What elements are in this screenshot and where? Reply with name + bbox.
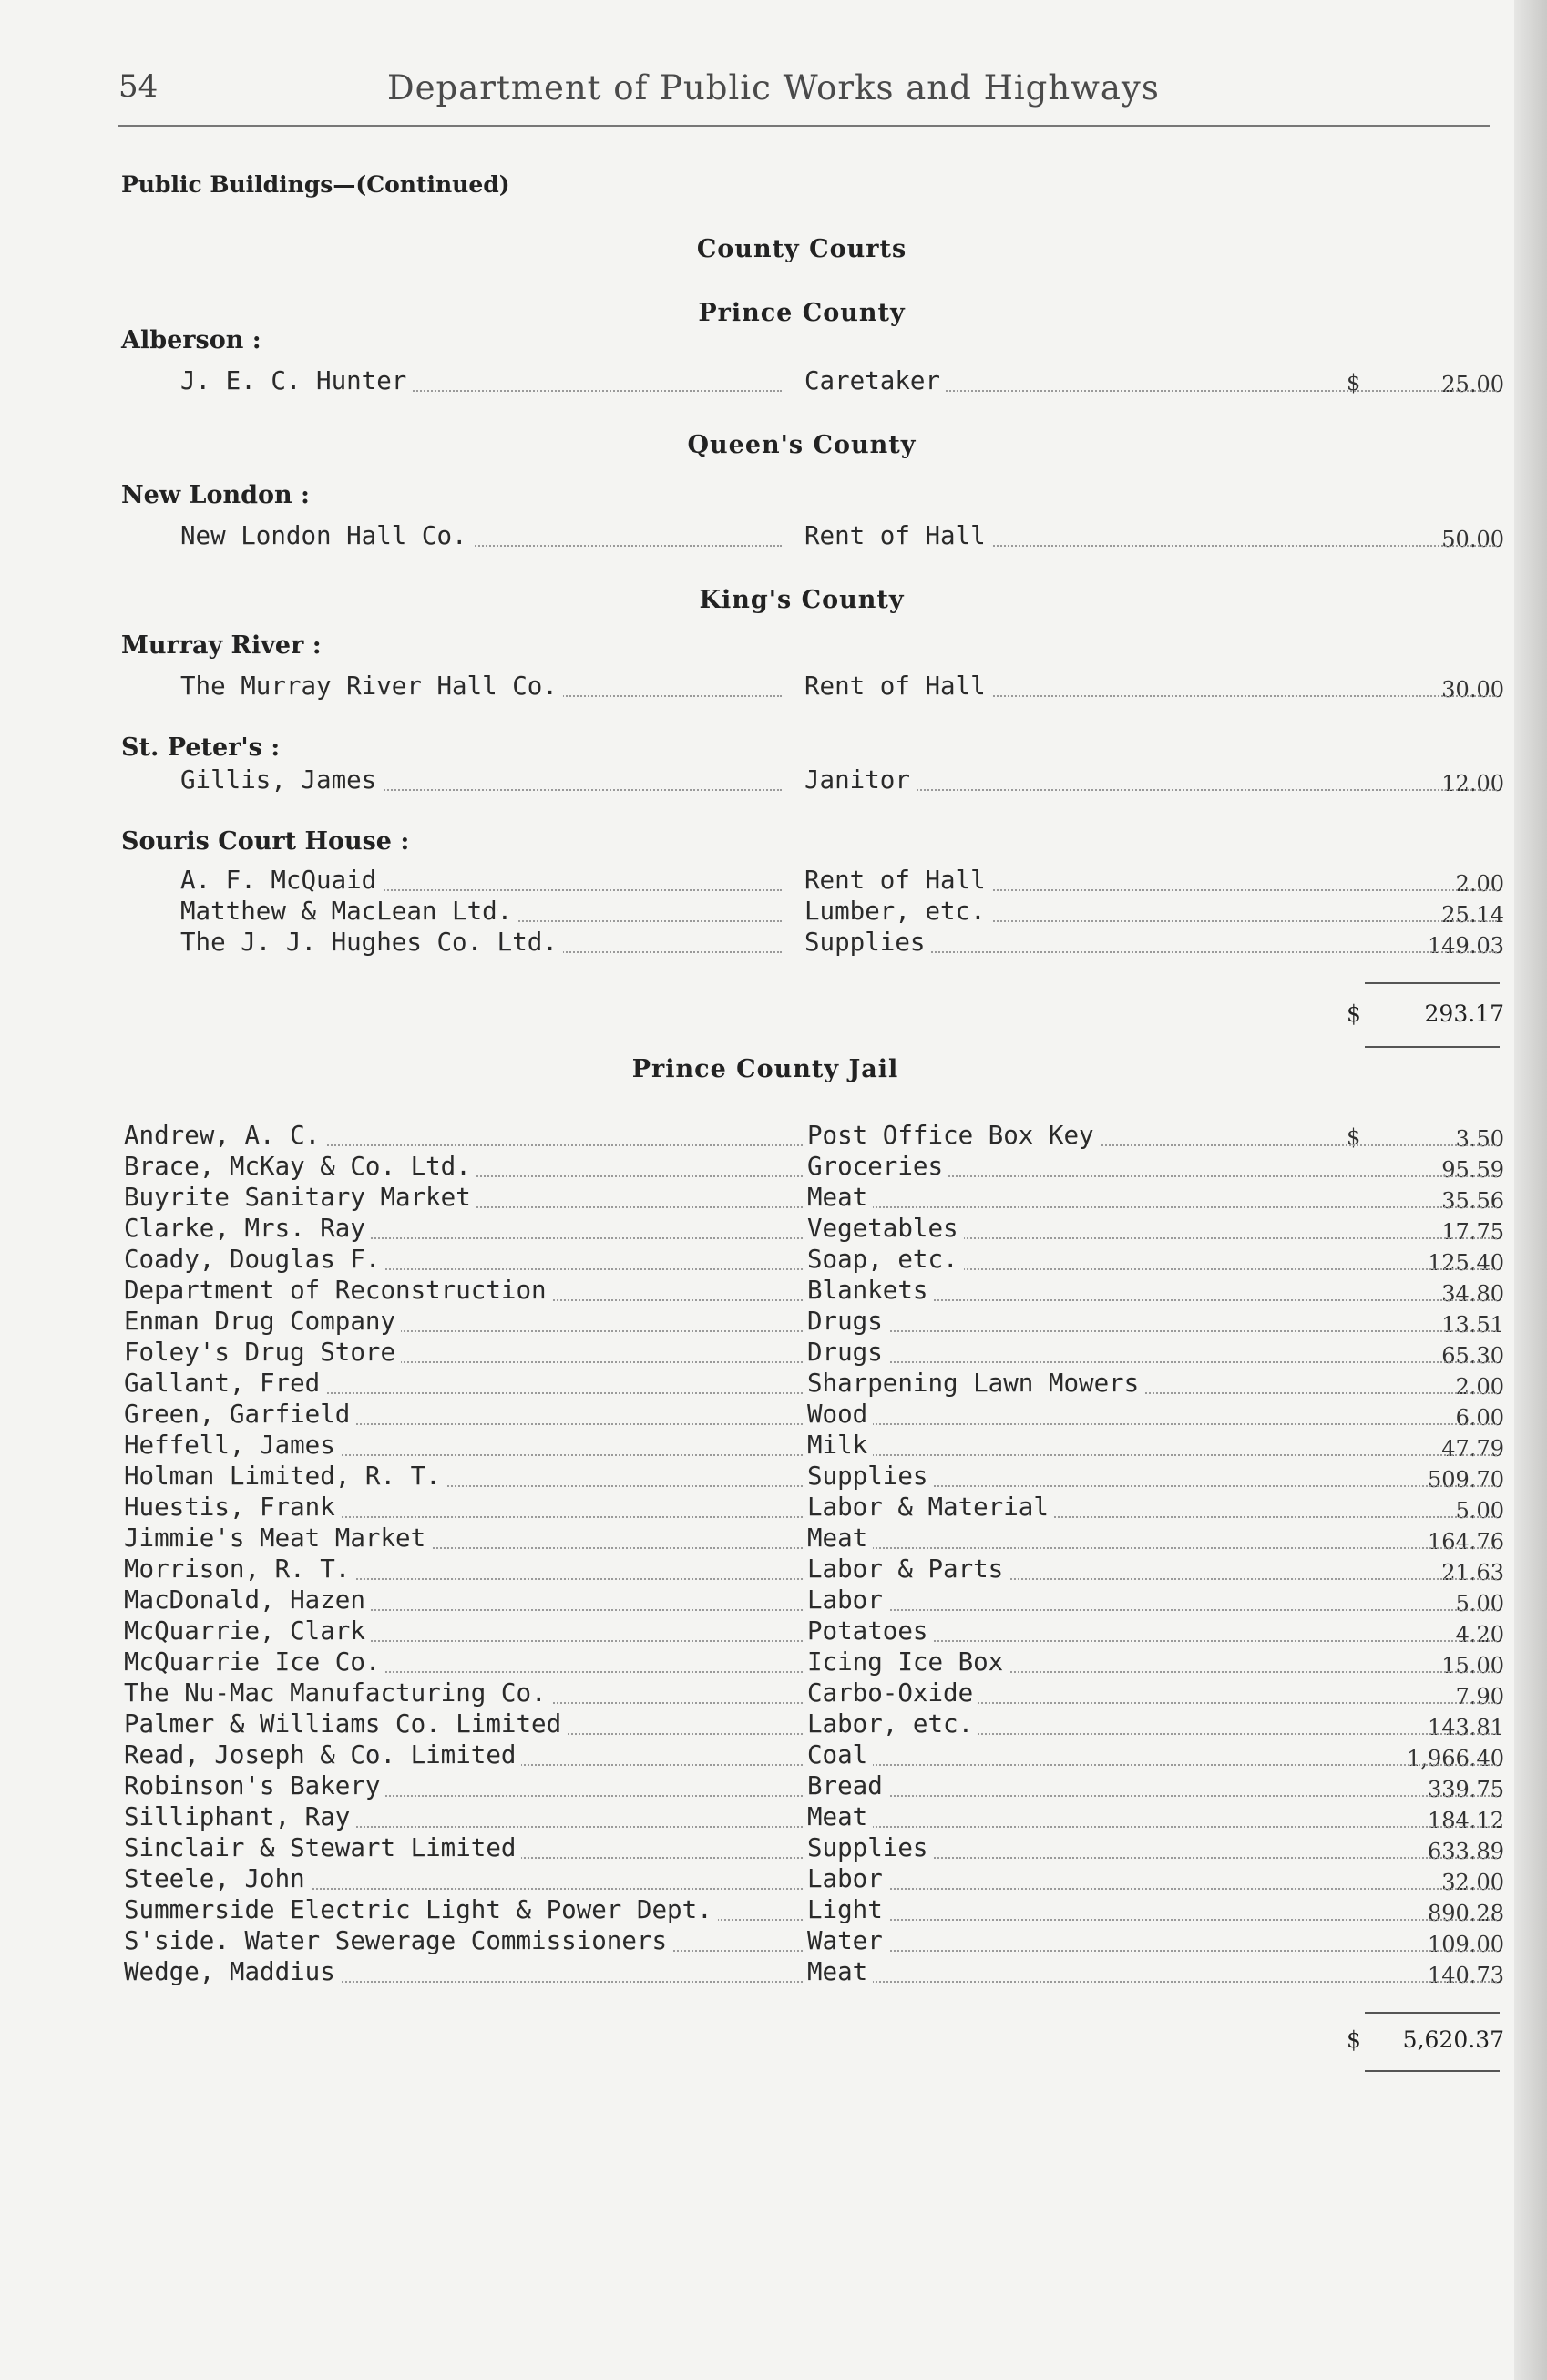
amount: 143.81 xyxy=(1428,1715,1504,1740)
dollar-sign: $ xyxy=(1347,2026,1361,2053)
payee-name: Enman Drug Company xyxy=(124,1307,401,1336)
payee-name: Department of Reconstruction xyxy=(124,1276,552,1305)
county-courts-heading: County Courts xyxy=(696,235,907,263)
queens-county-heading: Queen's County xyxy=(687,431,917,459)
ledger-row xyxy=(124,1771,1504,1802)
ledger-row xyxy=(124,1276,1504,1307)
item-description: Labor xyxy=(807,1585,888,1615)
item-description: Rent of Hall xyxy=(804,521,991,550)
dot-leader xyxy=(807,1361,1497,1363)
ledger-row xyxy=(124,1493,1504,1523)
item-description: Meat xyxy=(807,1523,873,1553)
payee-name: Gillis, James xyxy=(180,765,382,795)
item-description: Sharpening Lawn Mowers xyxy=(807,1369,1144,1398)
ledger-row xyxy=(124,1121,1504,1152)
ledger-row xyxy=(124,1245,1504,1276)
item-description: Meat xyxy=(807,1802,873,1831)
prince-county-heading: Prince County xyxy=(698,299,906,327)
amount: 35.56 xyxy=(1441,1188,1504,1214)
payee-name: Andrew, A. C. xyxy=(124,1121,325,1150)
payee-name: Robinson's Bakery xyxy=(124,1771,385,1800)
amount: 1,966.40 xyxy=(1407,1746,1504,1771)
amount: 2.00 xyxy=(1455,871,1504,897)
item-description: Janitor xyxy=(804,765,916,795)
ledger-row xyxy=(124,1338,1504,1369)
ledger-row xyxy=(124,1833,1504,1864)
dot-leader xyxy=(807,1330,1497,1332)
amount: 5.00 xyxy=(1455,1591,1504,1616)
amount: 2.00 xyxy=(1455,1374,1504,1400)
amount: 125.40 xyxy=(1428,1250,1504,1276)
amount: 184.12 xyxy=(1428,1808,1504,1833)
payee-name: Silliphant, Ray xyxy=(124,1802,355,1831)
payee-name: S'side. Water Sewerage Commissioners xyxy=(124,1926,672,1955)
location-murray-river: Murray River : xyxy=(121,631,322,660)
ledger-row xyxy=(124,1585,1504,1616)
location-alberson: Alberson : xyxy=(121,326,261,354)
amount: 109.00 xyxy=(1428,1932,1504,1957)
payee-name: Clarke, Mrs. Ray xyxy=(124,1214,371,1243)
ledger-row xyxy=(124,1369,1504,1400)
amount: 633.89 xyxy=(1428,1839,1504,1864)
amount: 509.70 xyxy=(1428,1467,1504,1493)
ledger-row xyxy=(124,1523,1504,1554)
item-description: Supplies xyxy=(807,1833,933,1862)
amount: 25.14 xyxy=(1441,902,1504,928)
dot-leader xyxy=(807,1888,1497,1890)
item-description: Labor, etc. xyxy=(807,1709,978,1739)
payee-name: Foley's Drug Store xyxy=(124,1338,401,1367)
payee-name: Heffell, James xyxy=(124,1431,341,1460)
dot-leader xyxy=(807,1423,1497,1425)
payee-name: Morrison, R. T. xyxy=(124,1554,355,1584)
amount: 32.00 xyxy=(1441,1870,1504,1895)
amount: 13.51 xyxy=(1441,1312,1504,1338)
item-description: Drugs xyxy=(807,1338,888,1367)
item-description: Bread xyxy=(807,1771,888,1800)
item-description: Carbo-Oxide xyxy=(807,1678,978,1708)
item-description: Rent of Hall xyxy=(804,672,991,701)
running-title: Department of Public Works and Highways xyxy=(387,68,1160,108)
ledger-row xyxy=(124,1462,1504,1493)
ledger-row xyxy=(124,1678,1504,1709)
ledger-row xyxy=(180,928,1504,959)
prince-county-jail-heading: Prince County Jail xyxy=(631,1055,899,1083)
item-description: Milk xyxy=(807,1431,873,1460)
ledger-row xyxy=(124,1740,1504,1771)
amount: 7.90 xyxy=(1455,1684,1504,1709)
amount: 17.75 xyxy=(1441,1219,1504,1245)
payee-name: Summerside Electric Light & Power Dept. xyxy=(124,1895,718,1924)
page-edge-shadow xyxy=(1514,0,1547,2380)
total-amount: 293.17 xyxy=(1424,1000,1504,1027)
payee-name: MacDonald, Hazen xyxy=(124,1585,371,1615)
dot-leader xyxy=(807,1454,1497,1456)
payee-name: Holman Limited, R. T. xyxy=(124,1462,446,1491)
amount: 4.20 xyxy=(1455,1622,1504,1647)
payee-name: A. F. McQuaid xyxy=(180,866,382,895)
payee-name: Palmer & Williams Co. Limited xyxy=(124,1709,567,1739)
item-description: Coal xyxy=(807,1740,873,1770)
subtotal-rule xyxy=(1365,982,1500,984)
dot-leader xyxy=(807,1950,1497,1952)
amount: 6.00 xyxy=(1455,1405,1504,1431)
amount: 339.75 xyxy=(1428,1777,1504,1802)
item-description: Meat xyxy=(807,1183,873,1212)
dollar-sign: $ xyxy=(1347,1000,1361,1027)
ledger-row xyxy=(124,1926,1504,1957)
item-description: Potatoes xyxy=(807,1616,933,1646)
kings-county-heading: King's County xyxy=(699,586,905,614)
dot-leader xyxy=(807,1981,1497,1983)
ledger-row xyxy=(124,1957,1504,1988)
payee-name: Jimmie's Meat Market xyxy=(124,1523,431,1553)
ledger-row xyxy=(180,366,1504,397)
ledger-row xyxy=(124,1152,1504,1183)
ledger-row xyxy=(124,1183,1504,1214)
item-description: Wood xyxy=(807,1400,873,1429)
item-description: Lumber, etc. xyxy=(804,897,991,926)
ledger-row xyxy=(124,1802,1504,1833)
ledger-row xyxy=(180,866,1504,897)
dollar-sign: $ xyxy=(1347,370,1361,395)
ledger-row xyxy=(124,1616,1504,1647)
ledger-row xyxy=(124,1554,1504,1585)
county-courts-total xyxy=(1347,1000,1504,1030)
item-description: Blankets xyxy=(807,1276,933,1305)
amount: 50.00 xyxy=(1441,527,1504,552)
amount: 34.80 xyxy=(1441,1281,1504,1307)
amount: 65.30 xyxy=(1441,1343,1504,1369)
payee-name: Brace, McKay & Co. Ltd. xyxy=(124,1152,476,1181)
item-description: Rent of Hall xyxy=(804,866,991,895)
payee-name: J. E. C. Hunter xyxy=(180,366,412,395)
amount: 15.00 xyxy=(1441,1653,1504,1678)
total-rule xyxy=(1365,2070,1500,2072)
ledger-row xyxy=(124,1895,1504,1926)
payee-name: Wedge, Maddius xyxy=(124,1957,341,1986)
amount: 30.00 xyxy=(1441,677,1504,703)
payee-name: New London Hall Co. xyxy=(180,521,473,550)
payee-name: The J. J. Hughes Co. Ltd. xyxy=(180,928,563,957)
amount: 3.50 xyxy=(1455,1126,1504,1152)
dot-leader xyxy=(807,1206,1497,1208)
item-description: Drugs xyxy=(807,1307,888,1336)
item-description: Labor xyxy=(807,1864,888,1893)
payee-name: McQuarrie, Clark xyxy=(124,1616,371,1646)
item-description: Supplies xyxy=(807,1462,933,1491)
jail-total xyxy=(1347,2026,1504,2056)
amount: 5.00 xyxy=(1455,1498,1504,1523)
dot-leader xyxy=(807,1764,1497,1766)
ledger-row xyxy=(180,897,1504,928)
location-new-london: New London : xyxy=(121,481,311,509)
item-description: Vegetables xyxy=(807,1214,964,1243)
item-description: Meat xyxy=(807,1957,873,1986)
dot-leader xyxy=(807,1795,1497,1797)
ledger-row xyxy=(124,1709,1504,1740)
amount: 890.28 xyxy=(1428,1901,1504,1926)
amount: 95.59 xyxy=(1441,1157,1504,1183)
payee-name: The Murray River Hall Co. xyxy=(180,672,563,701)
ledger-row xyxy=(124,1307,1504,1338)
header-rule xyxy=(118,125,1490,127)
ledger-row xyxy=(180,765,1504,796)
amount: 140.73 xyxy=(1428,1963,1504,1988)
payee-name: Coady, Douglas F. xyxy=(124,1245,385,1274)
amount: 21.63 xyxy=(1441,1560,1504,1585)
dot-leader xyxy=(807,1826,1497,1828)
item-description: Icing Ice Box xyxy=(807,1647,1009,1677)
item-description: Labor & Parts xyxy=(807,1554,1009,1584)
item-description: Groceries xyxy=(807,1152,948,1181)
location-st-peters: St. Peter's : xyxy=(121,733,281,762)
payee-name: Steele, John xyxy=(124,1864,311,1893)
dollar-sign: $ xyxy=(1347,1124,1361,1150)
dot-leader xyxy=(807,1547,1497,1549)
payee-name: Gallant, Fred xyxy=(124,1369,325,1398)
item-description: Post Office Box Key xyxy=(807,1121,1100,1150)
amount: 164.76 xyxy=(1428,1529,1504,1554)
payee-name: Huestis, Frank xyxy=(124,1493,341,1522)
location-souris-court-house: Souris Court House : xyxy=(121,827,410,856)
item-description: Supplies xyxy=(804,928,930,957)
ledger-row xyxy=(124,1214,1504,1245)
item-description: Light xyxy=(807,1895,888,1924)
page-number: 54 xyxy=(118,68,159,105)
page-header xyxy=(118,68,1503,114)
payee-name: Buyrite Sanitary Market xyxy=(124,1183,476,1212)
section-title: Public Buildings—(Continued) xyxy=(121,171,510,198)
amount: 149.03 xyxy=(1428,933,1504,959)
payee-name: McQuarrie Ice Co. xyxy=(124,1647,385,1677)
amount: 47.79 xyxy=(1441,1436,1504,1462)
payee-name: Read, Joseph & Co. Limited xyxy=(124,1740,521,1770)
dot-leader xyxy=(807,1919,1497,1921)
total-amount: 5,620.37 xyxy=(1402,2026,1504,2053)
subtotal-rule xyxy=(1365,2012,1500,2014)
ledger-row xyxy=(180,672,1504,703)
payee-name: Sinclair & Stewart Limited xyxy=(124,1833,521,1862)
ledger-row xyxy=(124,1647,1504,1678)
item-description: Caretaker xyxy=(804,366,946,395)
ledger-row xyxy=(124,1400,1504,1431)
ledger-row xyxy=(124,1864,1504,1895)
amount: 12.00 xyxy=(1441,771,1504,796)
amount: 25.00 xyxy=(1441,372,1504,397)
dot-leader xyxy=(807,1609,1497,1611)
item-description: Labor & Material xyxy=(807,1493,1054,1522)
payee-name: Green, Garfield xyxy=(124,1400,355,1429)
item-description: Soap, etc. xyxy=(807,1245,964,1274)
payee-name: Matthew & MacLean Ltd. xyxy=(180,897,517,926)
item-description: Water xyxy=(807,1926,888,1955)
ledger-row xyxy=(180,521,1504,552)
total-rule xyxy=(1365,1046,1500,1048)
payee-name: The Nu-Mac Manufacturing Co. xyxy=(124,1678,552,1708)
ledger-row xyxy=(124,1431,1504,1462)
